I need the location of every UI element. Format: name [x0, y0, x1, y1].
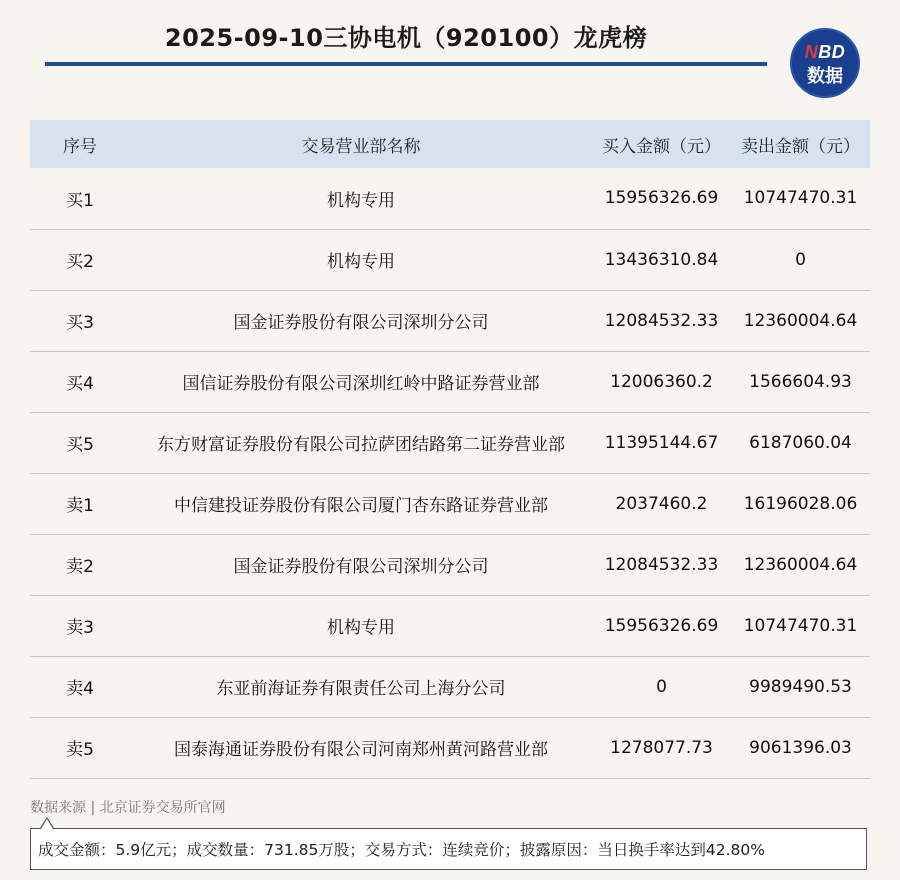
- cell-branch: 东亚前海证券有限责任公司上海分公司: [130, 656, 592, 717]
- cell-branch: 东方财富证券股份有限公司拉萨团结路第二证券营业部: [130, 412, 592, 473]
- table-row: [30, 717, 870, 778]
- cell-branch: 中信建投证券股份有限公司厦门杏东路证券营业部: [130, 473, 592, 534]
- col-header-sell: 卖出金额（元）: [731, 120, 870, 168]
- table-row: [30, 412, 870, 473]
- table-row: [30, 351, 870, 412]
- cell-branch: 机构专用: [130, 229, 592, 290]
- col-header-branch: 交易营业部名称: [130, 120, 592, 168]
- cell-branch: 国信证券股份有限公司深圳红岭中路证券营业部: [130, 351, 592, 412]
- logo-brand: [792, 42, 858, 63]
- cell-seq: 卖3: [30, 595, 130, 656]
- cell-branch: 机构专用: [130, 168, 592, 229]
- cell-buy: 13436310.84: [592, 229, 731, 290]
- callout-pointer-fill: [41, 819, 53, 829]
- cell-seq: 买3: [30, 290, 130, 351]
- table-header-row: [30, 120, 870, 168]
- cell-buy: 1278077.73: [592, 717, 731, 778]
- cell-seq: 买5: [30, 412, 130, 473]
- cell-branch: 国泰海通证券股份有限公司河南郑州黄河路营业部: [130, 717, 592, 778]
- cell-seq: 卖5: [30, 717, 130, 778]
- cell-seq: 买2: [30, 229, 130, 290]
- cell-sell: 12360004.64: [731, 534, 870, 595]
- logo-brand-accent: N: [804, 42, 819, 62]
- cell-seq: 卖2: [30, 534, 130, 595]
- cell-sell: 1566604.93: [731, 351, 870, 412]
- table-row: [30, 595, 870, 656]
- nbd-logo: [790, 28, 860, 98]
- title-divider: [45, 62, 767, 66]
- table-row: [30, 168, 870, 229]
- data-source: 数据来源 | 北京证券交易所官网: [30, 800, 226, 816]
- cell-branch: 国金证券股份有限公司深圳分公司: [130, 290, 592, 351]
- col-header-seq: 序号: [30, 120, 130, 168]
- cell-buy: 0: [592, 656, 731, 717]
- cell-sell: 6187060.04: [731, 412, 870, 473]
- cell-buy: 12084532.33: [592, 290, 731, 351]
- table-row: [30, 473, 870, 534]
- cell-seq: 买1: [30, 168, 130, 229]
- page-title: 2025-09-10三协电机（920100）龙虎榜: [164, 24, 648, 52]
- cell-sell: 9989490.53: [731, 656, 870, 717]
- cell-sell: 12360004.64: [731, 290, 870, 351]
- cell-branch: 机构专用: [130, 595, 592, 656]
- cell-sell: 0: [731, 229, 870, 290]
- table-row: [30, 656, 870, 717]
- cell-seq: 卖1: [30, 473, 130, 534]
- trade-summary-note: 成交金额：5.9亿元；成交数量：731.85万股；交易方式：连续竞价；披露原因：当日换手率达到42.80%: [30, 828, 867, 870]
- cell-buy: 12006360.2: [592, 351, 731, 412]
- dragon-tiger-table: [30, 120, 870, 779]
- cell-buy: 15956326.69: [592, 595, 731, 656]
- cell-sell: 10747470.31: [731, 595, 870, 656]
- table-row: [30, 290, 870, 351]
- cell-buy: 2037460.2: [592, 473, 731, 534]
- cell-buy: 12084532.33: [592, 534, 731, 595]
- col-header-buy: 买入金额（元）: [592, 120, 731, 168]
- cell-seq: 卖4: [30, 656, 130, 717]
- cell-buy: 15956326.69: [592, 168, 731, 229]
- cell-seq: 买4: [30, 351, 130, 412]
- cell-branch: 国金证券股份有限公司深圳分公司: [130, 534, 592, 595]
- cell-sell: 10747470.31: [731, 168, 870, 229]
- cell-buy: 11395144.67: [592, 412, 731, 473]
- cell-sell: 16196028.06: [731, 473, 870, 534]
- table-row: [30, 229, 870, 290]
- cell-sell: 9061396.03: [731, 717, 870, 778]
- logo-label: 数据: [807, 66, 843, 86]
- logo-brand-rest: BD: [818, 42, 846, 62]
- table-row: [30, 534, 870, 595]
